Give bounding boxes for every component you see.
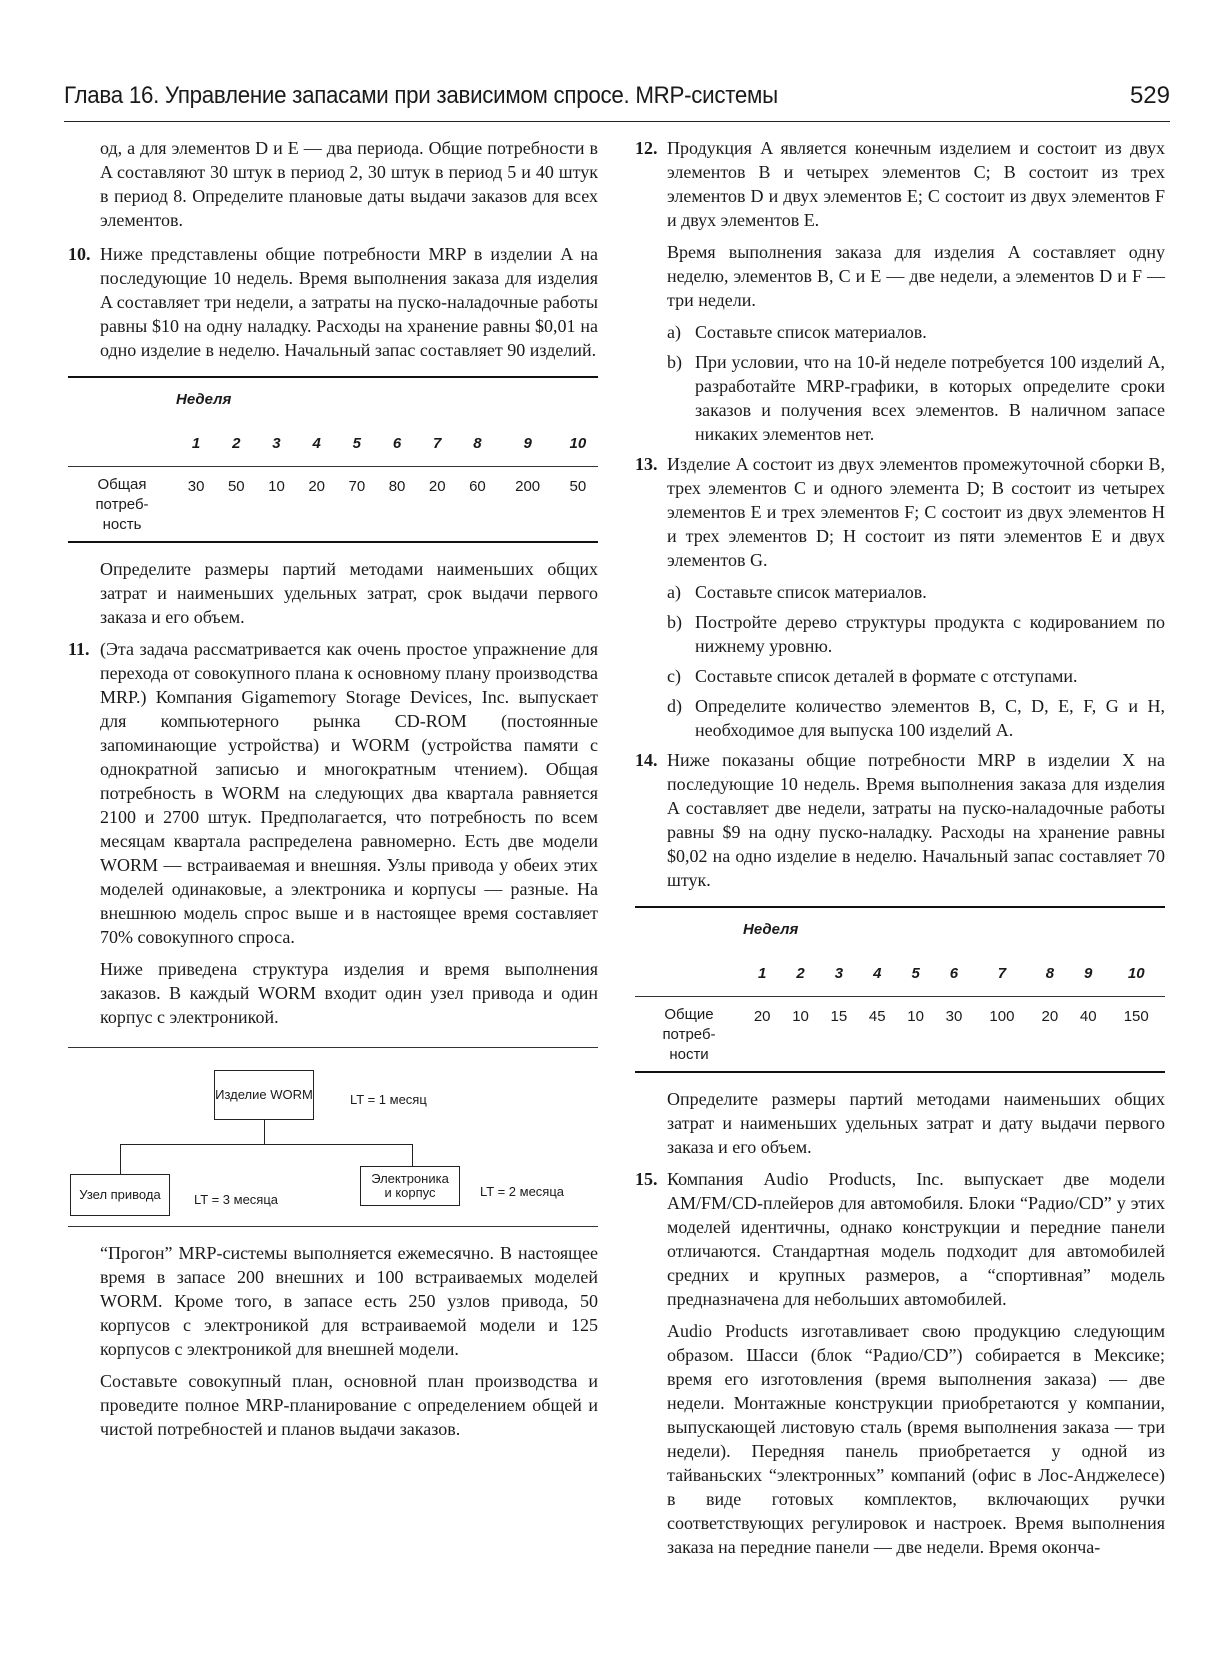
week-number: 10 [1107, 950, 1165, 997]
week-number: 4 [297, 420, 337, 467]
task-13-d: d) Определите количество элементов B, C, D, E, F, G и H, необходимое для выпуска 100 изделий A. [667, 696, 1165, 740]
task-number: 13. [635, 454, 658, 474]
task-text: Ниже представлены общие потребности MRP в изделии A на последующие 10 недель. Время выполнения заказа для изделия A составляет три недели, а затраты на пуско-наладочные работы равны $10 на одну наладку. Расходы на хранение равны $0,01 на одно изделие в неделю. Начальный запас составляет 90 изделий. [100, 244, 598, 360]
task-number: 15. [635, 1169, 658, 1189]
task-11-paragraph-4: Составьте совокупный план, основной план производства и проведите полное MRP-планирование с определением общей и чистой потребностей и планов выдачи заказов. [100, 1371, 598, 1439]
task-number: 12. [635, 138, 658, 158]
left-column [68, 136, 598, 1449]
requirement-value: 30 [176, 467, 216, 543]
task-12 [635, 136, 1165, 232]
week-number: 8 [457, 420, 497, 467]
task-13-b: b) Постройте дерево структуры продукта с кодированием по нижнему уровню. [667, 612, 1165, 656]
requirement-value: 100 [973, 997, 1031, 1073]
task-15-paragraph-2: Audio Products изготавливает свою продукцию следующим образом. Шасси (блок “Радио/CD”) собирается в Мексике; время его изготовления (время выполнения заказа) — две недели. Монтажные конструкции приобретаются у компании, выпускающей листовую сталь (время выполнения заказа — три недели). Передняя панель приобретается у одной из тайваньских “электронных” компаний (офис в Лос-Анджелесе) в виде готовых комплектов, включающих ручки соответствующих регулировок и настроек. Время выполнения заказа на передние панели — две недели. Время оконча- [667, 1321, 1165, 1557]
task-text: Компания Audio Products, Inc. выпускает две модели AM/FM/CD-плейеров для автомобиля. Блоки “Радио/CD” у этих моделей идентичны, однако конструкции и передние панели отличаются. Стандартная модель подходит для автомобилей средних и крупных размеров, а “спортивная” модель предназначена для небольших автомобилей. [667, 1169, 1165, 1309]
root-lead-time: LT = 1 месяц [350, 1092, 427, 1107]
requirement-value: 50 [216, 467, 256, 543]
continuation-text: од, а для элементов D и E — два периода. Общие потребности в A составляют 30 штук в период 2, 30 штук в период 5 и 40 штук в период 8. Определите плановые даты выдачи заказов для всех элементов. [100, 138, 598, 230]
requirement-value: 10 [781, 997, 819, 1073]
week-number: 8 [1031, 950, 1069, 997]
requirement-value: 20 [297, 467, 337, 543]
week-number: 7 [973, 950, 1031, 997]
root-node: Изделие WORM [214, 1070, 314, 1120]
connector [264, 1120, 265, 1144]
child1-lead-time: LT = 3 месяца [194, 1192, 279, 1207]
week-number: 5 [337, 420, 377, 467]
page-number: 529 [1129, 82, 1170, 109]
week-number: 9 [498, 420, 558, 467]
task-11-paragraph-2: Ниже приведена структура изделия и время выполнения заказов. В каждый WORM входит один узел привода и один корпус с электроникой. [100, 959, 598, 1027]
task-number: 11. [68, 639, 90, 659]
task-11-paragraph-3: “Прогон” MRP-системы выполняется ежемесячно. В настоящее время в запасе 200 внешних и 100 встраиваемых моделей WORM. Кроме того, в запасе есть 250 узлов привода, 50 корпусов с электроникой для встраиваемой модели и 125 корпусов с электроникой для внешней модели. [100, 1243, 598, 1359]
requirement-value: 200 [498, 467, 558, 543]
connector [120, 1144, 121, 1174]
task-13-a: a) Составьте список материалов. [667, 582, 927, 602]
right-column [635, 136, 1165, 1567]
requirements-table-14 [635, 906, 1165, 1073]
requirement-value: 70 [337, 467, 377, 543]
connector [120, 1144, 412, 1145]
row-label: Общая потреб- ность [68, 467, 176, 543]
requirement-value: 150 [1107, 997, 1165, 1073]
requirement-value: 40 [1069, 997, 1107, 1073]
week-header: Неделя [743, 907, 1165, 950]
task-10 [68, 242, 598, 362]
week-number: 4 [858, 950, 896, 997]
requirement-value: 80 [377, 467, 417, 543]
page-header [64, 82, 1170, 122]
week-number: 6 [377, 420, 417, 467]
week-number: 5 [896, 950, 934, 997]
connector [412, 1144, 413, 1166]
child2-lead-time: LT = 2 месяца [480, 1184, 565, 1199]
requirement-value: 20 [417, 467, 457, 543]
child-node-electronics: Электроника и корпус [360, 1166, 460, 1206]
task-13 [635, 452, 1165, 572]
task-number: 14. [635, 750, 658, 770]
week-number: 3 [256, 420, 296, 467]
week-number: 9 [1069, 950, 1107, 997]
row-label: Общие потреб- ности [635, 997, 743, 1073]
requirement-value: 60 [457, 467, 497, 543]
task-12-a: a) Составьте список материалов. [667, 322, 927, 342]
week-number: 2 [781, 950, 819, 997]
week-number: 1 [743, 950, 781, 997]
task-10-question: Определите размеры партий методами наименьших общих затрат и наименьших удельных затрат, срок выдачи первого заказа и его объем. [100, 559, 598, 627]
chapter-title: Глава 16. Управление запасами при зависимом спросе. MRP-системы [64, 82, 778, 109]
task-text: Ниже показаны общие потребности MRP в изделии X на последующие 10 недель. Время выполнения заказа для изделия A составляет две недели, затраты на пуско-наладочные работы равны $9 на одну пуско-наладку. Расходы на хранение равны $0,02 на одно изделие в неделю. Начальный запас составляет 70 штук. [667, 750, 1165, 890]
task-12-paragraph-2: Время выполнения заказа для изделия A составляет одну неделю, элементов B, C и E — две недели, а элементов D и F — три недели. [667, 242, 1165, 310]
week-number: 3 [820, 950, 858, 997]
task-text: Продукция A является конечным изделием и состоит из двух элементов B и четырех элементов C; B состоит из трех элементов D и двух элементов E; C состоит из двух элементов F и двух элементов E. [667, 138, 1165, 230]
task-text: (Эта задача рассматривается как очень простое упражнение для перехода от совокупного плана к основному плану производства MRP.) Компания Gigamemory Storage Devices, Inc. выпускает для компьютерного рынка CD-ROM (постоянные запоминающие устройства) и WORM (устройства памяти с однократной записью и многократным чтением). Общая потребность в WORM на следующих два квартала равняется 2100 и 2700 штук. Предполагается, что потребность по всем месяцам квартала распределена равномерно. Есть две модели WORM — встраиваемая и внешняя. Узлы привода у обеих этих моделей одинаковые, а электроника и корпусы — разные. На внешнюю модель спрос выше и в настоящее время составляет 70% совокупного спроса. [100, 639, 598, 947]
week-header: Неделя [176, 377, 598, 420]
child-node-drive: Узел привода [70, 1174, 170, 1216]
task-text: Изделие A состоит из двух элементов промежуточной сборки B, трех элементов C и одного элемента D; B состоит из четырех элементов E и трех элементов F; C состоит из двух элементов H и трех элементов D; H состоит из пяти элементов E и двух элементов G. [667, 454, 1165, 570]
requirement-value: 45 [858, 997, 896, 1073]
week-number: 7 [417, 420, 457, 467]
week-number: 2 [216, 420, 256, 467]
week-number: 1 [176, 420, 216, 467]
task-11 [68, 637, 598, 949]
task-12-b: b) При условии, что на 10-й неделе потребуется 100 изделий A, разработайте MRP-графики, в которых определите сроки заказов и получения всех элементов. В наличном запасе никаких элементов нет. [667, 352, 1165, 444]
requirements-table-10 [68, 376, 598, 543]
requirement-value: 30 [935, 997, 973, 1073]
task-number: 10. [68, 244, 91, 264]
requirement-value: 20 [1031, 997, 1069, 1073]
product-structure-diagram [68, 1047, 598, 1227]
requirement-value: 10 [896, 997, 934, 1073]
requirement-value: 20 [743, 997, 781, 1073]
requirement-value: 10 [256, 467, 296, 543]
requirement-value: 15 [820, 997, 858, 1073]
task-13-c: c) Составьте список деталей в формате с отступами. [667, 666, 1078, 686]
task-14 [635, 748, 1165, 892]
week-number: 6 [935, 950, 973, 997]
task-15 [635, 1167, 1165, 1311]
task-14-question: Определите размеры партий методами наименьших общих затрат и наименьших удельных затрат и дату выдачи первого заказа и его объем. [667, 1089, 1165, 1157]
week-number: 10 [558, 420, 598, 467]
requirement-value: 50 [558, 467, 598, 543]
